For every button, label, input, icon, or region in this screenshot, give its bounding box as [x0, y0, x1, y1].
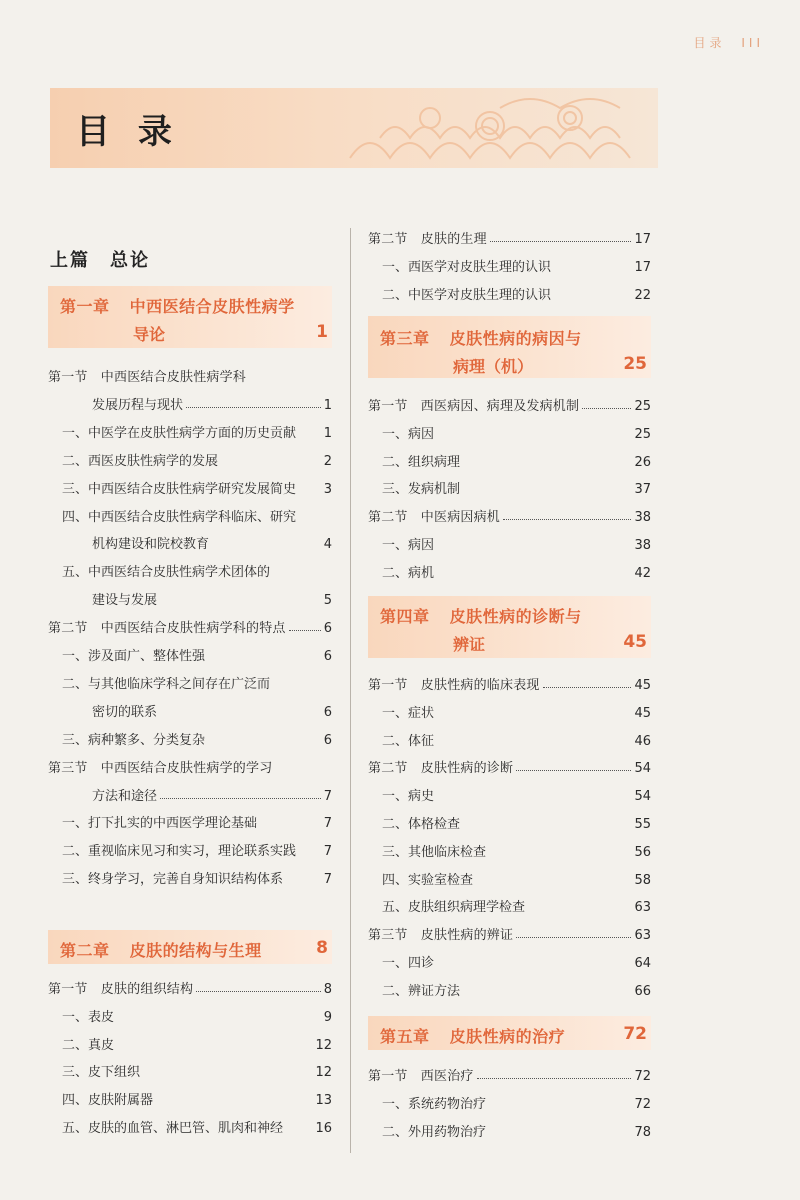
chapter-label: 第一章 — [60, 297, 110, 316]
toc-entry[interactable] — [368, 951, 651, 971]
dot-leader — [477, 1078, 632, 1079]
toc-entry-title: 四、中西医结合皮肤性病学科临床、研究 — [62, 509, 297, 525]
chapter-2-heading[interactable] — [48, 930, 332, 964]
toc-entry-page: 6 — [323, 649, 332, 664]
toc-entry-page: 38 — [634, 538, 651, 553]
toc-entry[interactable] — [48, 1116, 332, 1136]
toc-entry-page: 8 — [323, 982, 332, 997]
chapter-page: 25 — [623, 354, 647, 374]
toc-entry-page: 6 — [323, 732, 332, 748]
dot-leader — [289, 630, 321, 631]
toc-entry-title: 五、皮肤组织病理学检查 — [382, 900, 526, 916]
toc-entry-page: 1 — [323, 397, 332, 413]
toc-entry-page: 72 — [634, 1069, 651, 1084]
toc-entry-title: 一、中医学在皮肤性病学方面的历史贡献 — [62, 425, 297, 441]
toc-entry[interactable] — [48, 811, 332, 831]
toc-entry-title: 一、症状 — [382, 705, 435, 721]
toc-entry-page: 66 — [634, 983, 651, 999]
toc-entry-title: 第三节 皮肤性病的辨证 — [368, 928, 514, 944]
toc-entry-page: 1 — [323, 425, 332, 441]
toc-entry[interactable] — [48, 867, 332, 887]
toc-entry-title: 第二节 皮肤的生理 — [368, 232, 487, 247]
toc-entry[interactable] — [48, 1060, 332, 1080]
toc-entry-page: 72 — [634, 1096, 651, 1112]
toc-entry[interactable] — [368, 477, 651, 497]
toc-entry[interactable] — [48, 365, 332, 385]
toc-entry-page: 25 — [634, 399, 651, 414]
toc-entry-page: 78 — [634, 1124, 651, 1140]
toc-entry-page: 42 — [634, 565, 651, 581]
running-head-page: III — [741, 36, 764, 50]
toc-entry-page: 63 — [634, 900, 651, 916]
chapter-title-line2: 辨证 — [453, 635, 486, 654]
toc-entry-title: 五、中西医结合皮肤性病学术团体的 — [62, 565, 271, 581]
toc-entry-page: 37 — [634, 482, 651, 498]
dot-leader — [490, 241, 632, 242]
toc-entry-title: 第一节 西医治疗 — [368, 1069, 474, 1084]
chapter-page: 8 — [316, 938, 328, 958]
toc-entry-title: 五、皮肤的血管、淋巴管、肌肉和神经 — [62, 1121, 284, 1136]
chapter-title: 皮肤性病的诊断与 — [449, 607, 582, 626]
toc-left-column — [48, 0, 332, 1200]
toc-entry[interactable] — [368, 756, 651, 776]
toc-entry-page: 7 — [323, 844, 332, 860]
chapter-1-heading[interactable] — [48, 286, 332, 348]
toc-entry-page: 45 — [634, 678, 651, 693]
toc-entry[interactable] — [368, 895, 651, 915]
toc-entry-page: 12 — [315, 1065, 332, 1081]
toc-entry-page: 9 — [323, 1009, 332, 1025]
column-divider — [350, 228, 351, 1153]
toc-entry-page: 7 — [323, 816, 332, 832]
toc-entry-page: 38 — [634, 510, 651, 526]
toc-entry-title: 二、辨证方法 — [382, 983, 461, 999]
toc-entry[interactable] — [48, 560, 332, 580]
toc-entry-page: 12 — [315, 1037, 332, 1053]
toc-entry[interactable] — [368, 1092, 651, 1112]
toc-entry-title: 第一节 西医病因、病理及发病机制 — [368, 399, 580, 414]
dot-leader — [582, 408, 631, 409]
toc-entry[interactable] — [368, 673, 651, 693]
toc-entry-title: 一、西医学对皮肤生理的认识 — [382, 259, 552, 275]
toc-entry-page: 54 — [634, 761, 651, 777]
toc-entry-title: 建设与发展 — [92, 593, 158, 609]
toc-entry-page: 64 — [634, 956, 651, 971]
dot-leader — [160, 798, 321, 799]
toc-entry-page: 55 — [634, 817, 651, 832]
toc-entry-page: 17 — [634, 259, 651, 275]
chapter-page: 45 — [623, 632, 647, 652]
toc-entry[interactable] — [48, 672, 332, 692]
toc-entry[interactable] — [368, 255, 651, 275]
toc-entry-title: 密切的联系 — [92, 704, 158, 720]
toc-entry[interactable] — [48, 1033, 332, 1053]
toc-entry[interactable] — [368, 840, 651, 860]
toc-title: 目 录 — [76, 112, 180, 152]
chapter-label: 第五章 — [380, 1027, 430, 1046]
toc-entry-page: 2 — [323, 453, 332, 469]
toc-entry[interactable] — [48, 728, 332, 748]
toc-entry-page: 5 — [323, 593, 332, 609]
toc-entry-title: 机构建设和院校教育 — [92, 537, 210, 553]
toc-entry-title: 二、外用药物治疗 — [382, 1124, 487, 1140]
toc-entry[interactable] — [48, 421, 332, 441]
chapter-label: 第四章 — [380, 607, 430, 626]
running-head-title: 目录 — [693, 36, 726, 50]
toc-entry-page: 45 — [634, 705, 651, 721]
chapter-title: 皮肤的结构与生理 — [129, 941, 262, 960]
toc-entry-title: 四、皮肤附属器 — [62, 1093, 154, 1109]
toc-entry-title: 方法和途径 — [92, 788, 158, 804]
toc-entry[interactable] — [368, 505, 651, 525]
toc-entry[interactable] — [48, 700, 332, 720]
chapter-3-heading[interactable] — [368, 316, 651, 378]
chapter-label: 第三章 — [380, 329, 430, 348]
toc-entry[interactable] — [368, 283, 651, 303]
toc-entry-page: 58 — [634, 872, 651, 888]
toc-entry[interactable] — [368, 729, 651, 749]
toc-entry-page: 46 — [634, 733, 651, 749]
dot-leader — [503, 519, 631, 520]
toc-entry-title: 一、涉及面广、整体性强 — [62, 649, 206, 664]
dot-leader — [543, 687, 632, 688]
toc-entry-page: 22 — [634, 287, 651, 303]
toc-entry-title: 第一节 中西医结合皮肤性病学科 — [48, 370, 247, 385]
chapter-5-heading[interactable] — [368, 1016, 651, 1050]
toc-entry-page: 54 — [634, 789, 651, 805]
toc-right-column — [368, 0, 651, 1200]
toc-entry-title: 第一节 皮肤的组织结构 — [48, 982, 194, 997]
dot-leader — [186, 407, 321, 408]
toc-entry-title: 一、病因 — [382, 538, 435, 553]
toc-entry[interactable] — [368, 1120, 651, 1140]
toc-entry-title: 二、体征 — [382, 733, 435, 749]
toc-entry-title: 二、西医皮肤性病学的发展 — [62, 453, 219, 469]
toc-entry[interactable] — [48, 839, 332, 859]
toc-entry[interactable] — [368, 812, 651, 832]
toc-entry-title: 二、与其他临床学科之间存在广泛而 — [62, 676, 271, 692]
toc-entry[interactable] — [48, 784, 332, 804]
toc-entry[interactable] — [48, 616, 332, 636]
dot-leader — [196, 991, 321, 992]
toc-entry[interactable] — [48, 449, 332, 469]
toc-entry-page: 3 — [323, 481, 332, 497]
chapter-title-line2: 导论 — [133, 325, 166, 344]
chapter-title: 皮肤性病的病因与 — [449, 329, 582, 348]
toc-entry-page: 26 — [634, 454, 651, 470]
toc-entry[interactable] — [48, 756, 332, 776]
toc-entry-page: 6 — [323, 621, 332, 637]
dot-leader — [516, 937, 631, 938]
toc-entry-page: 4 — [323, 537, 332, 553]
toc-entry-title: 三、病种繁多、分类复杂 — [62, 732, 206, 748]
toc-entry-page: 13 — [315, 1093, 332, 1109]
toc-entry-title: 第三节 中西医结合皮肤性病学的学习 — [48, 760, 273, 776]
toc-entry[interactable] — [48, 393, 332, 413]
toc-entry-title: 一、四诊 — [382, 956, 435, 971]
toc-entry[interactable] — [368, 394, 651, 414]
toc-entry-title: 一、打下扎实的中西医学理论基础 — [62, 816, 258, 832]
toc-entry-page: 16 — [315, 1121, 332, 1136]
toc-entry[interactable] — [48, 532, 332, 552]
toc-entry-page: 7 — [323, 788, 332, 804]
running-head — [694, 34, 764, 51]
toc-entry-page: 56 — [634, 844, 651, 860]
toc-entry-page: 17 — [634, 232, 651, 247]
toc-entry[interactable] — [368, 533, 651, 553]
toc-entry-title: 二、体格检查 — [382, 817, 461, 832]
toc-entry[interactable] — [368, 227, 651, 247]
chapter-title-line2: 病理（机） — [453, 357, 534, 376]
part-title: 上篇 总论 — [50, 250, 150, 271]
toc-entry-title: 发展历程与现状 — [92, 397, 184, 413]
toc-entry-title: 一、表皮 — [62, 1009, 115, 1025]
toc-entry-title: 二、重视临床见习和实习，理论联系实践 — [62, 844, 297, 860]
toc-entry[interactable] — [48, 644, 332, 664]
toc-entry[interactable] — [48, 477, 332, 497]
toc-entry-title: 三、中西医结合皮肤性病学研究发展简史 — [62, 481, 297, 497]
toc-entry[interactable] — [368, 422, 651, 442]
toc-entry[interactable] — [368, 923, 651, 943]
chapter-page: 1 — [316, 322, 328, 342]
toc-entry[interactable] — [48, 505, 332, 525]
toc-entry-page: 7 — [323, 872, 332, 888]
toc-entry[interactable] — [368, 979, 651, 999]
toc-entry-title: 二、中医学对皮肤生理的认识 — [382, 287, 552, 303]
toc-entry-title: 三、终身学习，完善自身知识结构体系 — [62, 872, 284, 888]
chapter-title: 中西医结合皮肤性病学 — [129, 297, 295, 316]
chapter-title: 皮肤性病的治疗 — [449, 1027, 566, 1046]
toc-entry-page: 63 — [634, 928, 651, 944]
toc-entry-title: 一、病因 — [382, 426, 435, 442]
toc-entry[interactable] — [48, 1005, 332, 1025]
toc-entry-title: 一、系统药物治疗 — [382, 1096, 487, 1112]
toc-entry[interactable] — [368, 1064, 651, 1084]
toc-entry-title: 三、皮下组织 — [62, 1065, 141, 1081]
chapter-label: 第二章 — [60, 941, 110, 960]
toc-entry-title: 二、组织病理 — [382, 454, 461, 470]
toc-entry[interactable] — [368, 561, 651, 581]
toc-entry-title: 第二节 中医病因病机 — [368, 510, 501, 526]
toc-entry-title: 第一节 皮肤性病的临床表现 — [368, 678, 540, 693]
toc-entry[interactable] — [368, 784, 651, 804]
toc-entry-title: 一、病史 — [382, 789, 435, 805]
toc-entry-title: 第二节 中西医结合皮肤性病学科的特点 — [48, 621, 286, 637]
toc-entry-title: 二、病机 — [382, 565, 435, 581]
toc-entry[interactable] — [368, 450, 651, 470]
toc-entry-title: 二、真皮 — [62, 1037, 115, 1053]
toc-entry-title: 四、实验室检查 — [382, 872, 474, 888]
toc-entry-page: 25 — [634, 426, 651, 442]
toc-entry[interactable] — [368, 868, 651, 888]
toc-entry[interactable] — [48, 588, 332, 608]
toc-entry-title: 三、发病机制 — [382, 482, 461, 498]
toc-entry[interactable] — [368, 701, 651, 721]
chapter-4-heading[interactable] — [368, 596, 651, 658]
toc-entry[interactable] — [48, 1088, 332, 1108]
toc-entry[interactable] — [48, 977, 332, 997]
toc-entry-title: 第二节 皮肤性病的诊断 — [368, 761, 514, 777]
chapter-page: 72 — [623, 1024, 647, 1044]
dot-leader — [516, 770, 631, 771]
toc-entry-title: 三、其他临床检查 — [382, 844, 487, 860]
toc-entry-page: 6 — [323, 704, 332, 720]
